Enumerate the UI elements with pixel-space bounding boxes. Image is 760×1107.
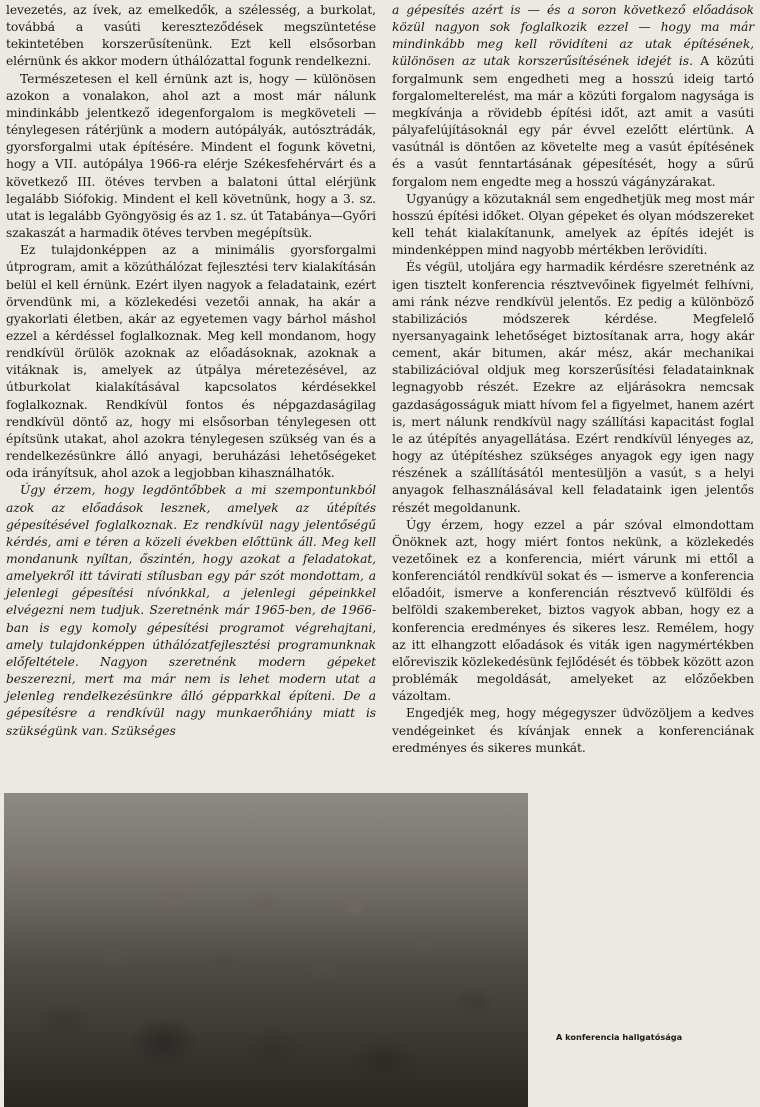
- italic-paragraph: Úgy érzem, hogy legdöntőbbek a mi szempontunkból azok az előadások lesznek, amelyek az útépítés gépesítésével foglalkoznak. Ez rendkívül nagy jelentőségű kérdés, ami e téren a közeli években előttünk áll. Meg kell mondanunk nyíltan, őszintén, hogy azokat a feladatokat, amelyekről itt távirati stílusban egy pár szót mondottam, a jelenlegi gépesítési nívónkkal, a jelenlegi gépeinkkel elvégezni nem tudjuk. Szeretnénk már 1965-ben, de 1966-ban is egy komoly gépesítési programot végrehajtani, amely tulajdonképpen úthálózatfejlesztési programunknak előfeltétele. Nagyon szeretnénk modern gépeket beszerezni, mert ma már nem is lehet modern utat a jelenleg rendelkezésünkre álló gépparkkal építeni. De a gépesítésre a rendkívül nagy munkaerőhiány miatt is szükségünk van. Szükséges: [6, 483, 376, 738]
- paragraph: levezetés, az ívek, az emelkedők, a szélesség, a burkolat, továbbá a vasúti kereszteződések megszüntetése tekintetében korszerűsítenünk. Ezt kell elsősorban elérnünk és akkor modern úthálózattal fogunk rendelkezni.: [6, 3, 376, 69]
- paragraph-text: A közúti forgalmunk sem engedheti meg a hosszú ideig tartó forgalomelterelést, ma már a közúti forgalom nagysága is megkívánja a rövidebb építési időt, azt amit a vasúti pályafelújításoknál egy pár évvel ezelőtt elértünk. A vasútnál is döntően az követelte meg a vasút építésének és a vasút fenntartásának gépesítését, hogy a sűrű forgalom nem engedte meg a hosszú vágányzárakat.: [392, 54, 755, 189]
- paragraph: És végül, utoljára egy harmadik kérdésre szeretnénk az igen tisztelt konferencia résztvevőinek figyelmét felhívni, ami ránk nézve rendkívül jelentős. Ez pedig a különböző stabilizációs módszerek kérdése. Megfelelő nyersanyagaink lehetőséget biztosítanak arra, hogy akár cement, akár bitumen, akár mész, akár mechanikai stabilizációval oldjuk meg korszerűsítési feladatainknak legnagyobb részét. Ezekre az eljárásokra nemcsak gazdaságosságuk miatt hívom fel a figyelmet, hanem azért is, mert nálunk rendkívül nagy szállítási kapacitást foglal le az útépítés anyagellátása. Ezért rendkívül lényeges az, hogy az útépítéshez szükséges anyagok egy igen nagy részének a szállításától mentesüljön a vasút, s a helyi anyagok felhasználásával kell feladataink igen jelentős részét megoldanunk.: [392, 260, 754, 515]
- paragraph: Ugyanúgy a közutaknál sem engedhetjük meg most már hosszú építési időket. Olyan gépeket és olyan módszereket kell tehát kialakítanunk, amelyek az építés idejét is mindenképpen mind nagyobb mértékben lerövidíti.: [392, 191, 754, 258]
- photo-caption: A konferencia hallgatósága: [556, 1032, 683, 1042]
- paragraph: Engedjék meg, hogy mégegyszer üdvözöljem a kedves vendégeinket és kívánjak ennek a konferenciának eredményes és sikeres munkát.: [392, 706, 754, 755]
- paragraph: Ez tulajdonképpen az a minimális gyorsforgalmi útprogram, amit a közúthálózat fejlesztési terv kialakításán belül el kell érnünk. Ezért ilyen nagyok a feladataink, ezért örvendünk mi, a közlekedési vezetői annak, ha akár a gyakorlati életben, akár az egyetemen vagy bárhol máshol ezzel a kérdéssel foglalkoznak. Meg kell mondanom, hogy rendkívül örülök azoknak az előadásoknak, azoknak a vitáknak is, amelyek az útpálya méretezésével, az útburkolat kialakításával kapcsolatos kérdésekkel foglalkoznak. Rendkívül fontos és népgazdaságilag rendkívül döntő az, hogy mi elsősorban ténylegesen ott építsünk utakat, ahol azokra ténylegesen szükség van és a rendelkezésünkre álló anyagi, beruházási lehetőségeket oda irányítsuk, ahol azok a legjobban kihasználhatók.: [6, 243, 376, 481]
- conference-audience-photo: [4, 793, 528, 1107]
- paragraph: Úgy érzem, hogy ezzel a pár szóval elmondottam Önöknek azt, hogy miért fontos nekünk, a közlekedés vezetőinek ez a konferencia, miért várunk mi ettől a konferenciától rendkívül sokat és — ismerve a konferencia előadóit, ismerve a konferencián résztvevő külföldi és belföldi szakembereket, biztos vagyok abban, hogy ez a konferencia eredményes és sikeres lesz. Remélem, hogy az itt elhangzott előadások és viták igen nagymértékben előreviszik közlekedésünk fejlődését és többek között azon problémák megoldását, amelyeket az előzőekben vázoltam.: [392, 517, 754, 704]
- left-text-column: [6, 2, 376, 740]
- italic-text: a gépesítés azért is — és a soron következő előadások közül nagyon sok foglalkozik ezzel — hogy ma már mindinkább meg kell rövidíteni az utak építésének, különösen az utak korszerűsítésének idejét is.: [392, 3, 754, 69]
- paragraph: Természetesen el kell érnünk azt is, hogy — különösen azokon a vonalakon, ahol azt a most már nálunk mindinkább jelentkező idegenforgalom is megköveteli — ténylegesen rátérjünk a modern autópályák, autósztrádák, gyorsforgalmi utak építésére. Mindent el fogunk követni, hogy a VII. autópálya 1966-ra elérje Székesfehérvárt és a következő III. ötéves tervben a balatoni úttal elérjünk legalább Siófokig. Mindent el kell követnünk, hogy a 3. sz. utat is legalább Gyöngyösig és az 1. sz. út Tatabánya—Győri szakaszát a harmadik ötéves tervben megépítsük.: [6, 71, 376, 241]
- italic-paragraph-continued: [392, 2, 754, 191]
- right-text-column: [392, 2, 754, 757]
